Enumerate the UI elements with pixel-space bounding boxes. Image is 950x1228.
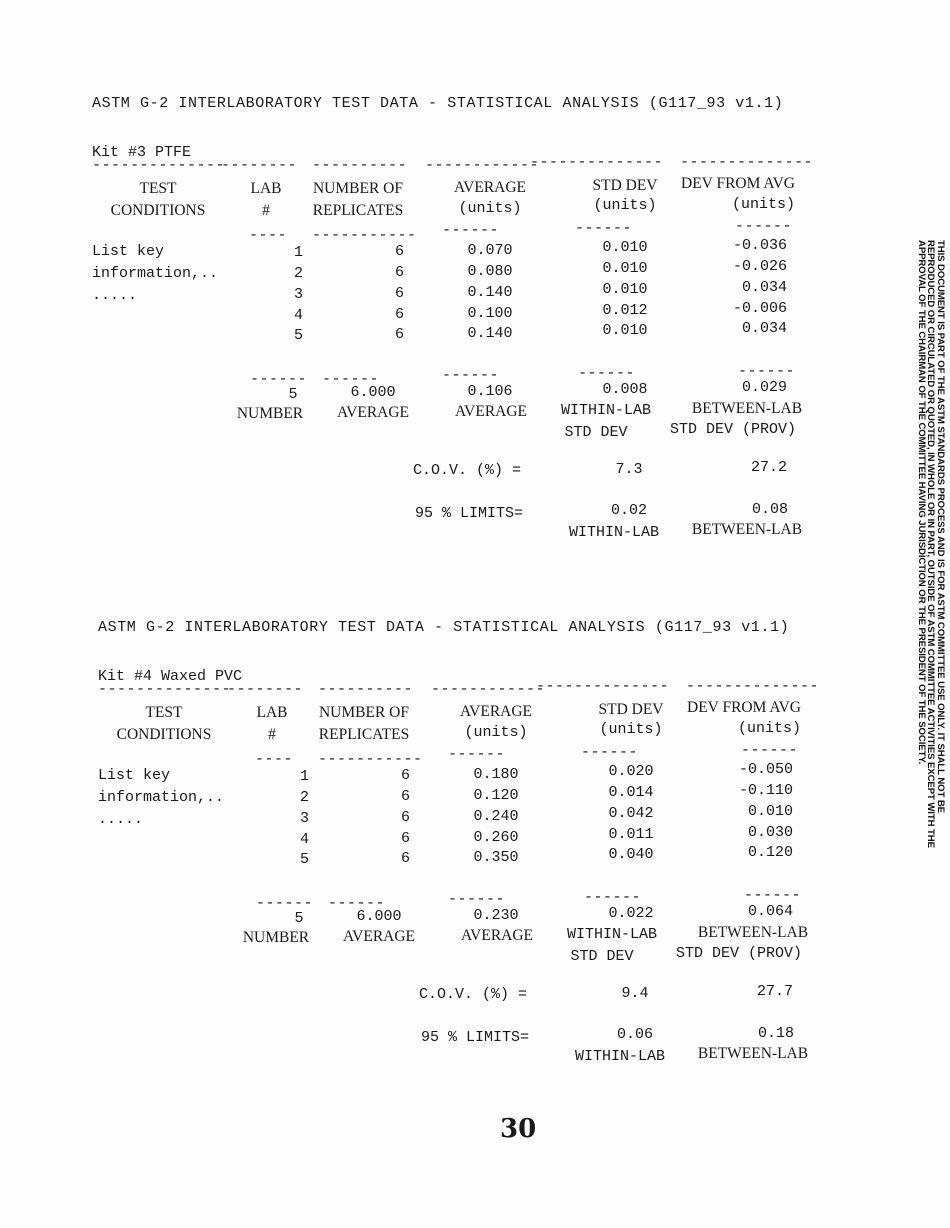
- label-std-dev: STD DEV: [564, 424, 628, 441]
- divider: ------: [442, 222, 500, 239]
- header-replicates: REPLICATES: [312, 202, 404, 219]
- header-lab-hash: #: [268, 726, 276, 743]
- average-value: 0.140: [467, 284, 513, 301]
- header-average: AVERAGE: [453, 179, 527, 196]
- label-between-lab: BETWEEN-LAB: [691, 400, 803, 417]
- summary-average: 0.106: [467, 383, 513, 400]
- label-average: AVERAGE: [342, 928, 416, 945]
- divider: ------: [250, 371, 308, 388]
- label-std-dev-prov: STD DEV (PROV): [669, 421, 797, 438]
- header-conditions: CONDITIONS: [110, 202, 206, 219]
- notice-line: THIS DOCUMENT IS PART OF THE ASTM STANDARDS PROCESS AND IS FOR ASTM COMMITTEE USE ONLY. IT SHALL NOT BE: [935, 240, 946, 813]
- dev-from-avg-value: -0.110: [738, 782, 793, 799]
- cov-between: 27.2: [750, 459, 787, 476]
- average-value: 0.080: [467, 263, 513, 280]
- summary-replicates: 6.000: [356, 908, 402, 925]
- header-test: TEST: [139, 180, 177, 197]
- copyright-notice: [917, 240, 946, 848]
- limits-within: 0.06: [616, 1026, 654, 1043]
- divider: --------------: [92, 157, 226, 174]
- header-average: AVERAGE: [459, 703, 533, 720]
- divider: -----------: [318, 751, 423, 768]
- divider: --------------: [680, 154, 814, 171]
- limits-within: 0.02: [610, 502, 648, 519]
- header-std-dev-units: (units): [599, 721, 663, 738]
- header-dev-from-avg: DEV FROM AVG: [681, 175, 795, 192]
- label-between-lab: BETWEEN-LAB: [697, 924, 809, 941]
- dev-from-avg-value: -0.006: [732, 300, 787, 317]
- divider: --------------: [530, 154, 664, 171]
- cov-label: C.O.V. (%) =: [419, 986, 528, 1003]
- lab-number: 4: [293, 307, 303, 324]
- std-dev-value: 0.012: [602, 302, 648, 319]
- divider: ----------: [312, 157, 408, 174]
- limits-within-label: WITHIN-LAB: [574, 1048, 666, 1065]
- header-dev-units: (units): [737, 720, 801, 737]
- divider: --------------: [536, 678, 670, 695]
- lab-number: 2: [293, 265, 303, 282]
- conditions-text: .....: [92, 287, 138, 304]
- lab-number: 3: [293, 286, 303, 303]
- conditions-text: .....: [98, 811, 144, 828]
- std-dev-value: 0.042: [608, 805, 654, 822]
- dev-from-avg-value: -0.050: [738, 761, 793, 778]
- std-dev-value: 0.020: [608, 763, 654, 780]
- limits-between: 0.18: [757, 1025, 794, 1042]
- dev-from-avg-value: 0.034: [741, 320, 787, 337]
- dev-from-avg-value: -0.026: [732, 258, 787, 275]
- header-lab: LAB: [256, 704, 288, 721]
- kit-label: Kit #3 PTFE: [92, 144, 192, 161]
- average-value: 0.070: [467, 242, 513, 259]
- divider: ------------: [425, 157, 540, 174]
- average-value: 0.350: [473, 849, 519, 866]
- divider: ------: [744, 887, 802, 904]
- label-number: NUMBER: [242, 929, 310, 946]
- page-number: 30: [500, 1114, 537, 1144]
- summary-within-lab: 0.008: [602, 381, 648, 398]
- header-test: TEST: [145, 704, 183, 721]
- divider: -----------: [312, 227, 417, 244]
- divider: ------: [735, 218, 793, 235]
- divider: ------: [575, 220, 633, 237]
- dev-from-avg-value: 0.010: [747, 803, 793, 820]
- divider: --------------: [98, 681, 232, 698]
- average-value: 0.180: [473, 766, 519, 783]
- average-value: 0.120: [473, 787, 519, 804]
- average-value: 0.100: [467, 305, 513, 322]
- divider: ------: [322, 371, 380, 388]
- summary-between-lab: 0.064: [747, 903, 793, 920]
- lab-number: 1: [299, 768, 309, 785]
- header-replicates: REPLICATES: [318, 726, 410, 743]
- notice-line: REPRODUCED OR CIRCULATED OR QUOTED, IN WHOLE OR IN PART, OUTSIDE OF ASTM COMMITTEE ACTIVITIES EXCEPT WITH THE: [925, 240, 937, 848]
- header-number-of: NUMBER OF: [318, 704, 410, 721]
- replicates-value: 6: [394, 243, 404, 260]
- limits-label: 95 % LIMITS=: [415, 505, 524, 522]
- header-dev-units: (units): [731, 196, 795, 213]
- header-std-dev: STD DEV: [592, 177, 658, 194]
- lab-number: 1: [293, 244, 303, 261]
- header-average-units: (units): [458, 200, 522, 217]
- header-number-of: NUMBER OF: [312, 180, 404, 197]
- std-dev-value: 0.010: [602, 281, 648, 298]
- header-conditions: CONDITIONS: [116, 726, 212, 743]
- limits-between-label: BETWEEN-LAB: [697, 1045, 809, 1062]
- conditions-text: information,..: [98, 789, 225, 806]
- limits-label: 95 % LIMITS=: [421, 1029, 530, 1046]
- dev-from-avg-value: 0.120: [747, 844, 793, 861]
- summary-average: 0.230: [473, 907, 519, 924]
- divider: ------: [581, 744, 639, 761]
- header-std-dev-units: (units): [593, 197, 657, 214]
- summary-labs: 5: [294, 910, 304, 927]
- dev-from-avg-value: 0.030: [747, 824, 793, 841]
- label-within-lab: WITHIN-LAB: [560, 402, 652, 419]
- section-title: ASTM G-2 INTERLABORATORY TEST DATA - STATISTICAL ANALYSIS (G117_93 v1.1): [92, 95, 784, 112]
- divider: ------: [448, 746, 506, 763]
- std-dev-value: 0.010: [602, 322, 648, 339]
- lab-number: 3: [299, 810, 309, 827]
- label-average: AVERAGE: [454, 403, 528, 420]
- divider: ------: [584, 889, 642, 906]
- dev-from-avg-value: -0.036: [732, 237, 787, 254]
- divider: ------: [448, 891, 506, 908]
- replicates-value: 6: [400, 850, 410, 867]
- limits-between: 0.08: [751, 501, 788, 518]
- replicates-value: 6: [394, 285, 404, 302]
- divider: ----: [255, 751, 294, 768]
- replicates-value: 6: [394, 306, 404, 323]
- limits-within-label: WITHIN-LAB: [568, 524, 660, 541]
- replicates-value: 6: [400, 809, 410, 826]
- label-average: AVERAGE: [336, 404, 410, 421]
- replicates-value: 6: [400, 830, 410, 847]
- replicates-value: 6: [394, 326, 404, 343]
- header-average-units: (units): [464, 724, 528, 741]
- conditions-text: List key: [92, 243, 165, 260]
- average-value: 0.240: [473, 808, 519, 825]
- conditions-text: information,..: [92, 265, 219, 282]
- notice-line: APPROVAL OF THE CHAIRMAN OF THE COMMITTEE HAVING JURISDICTION OR THE PRESIDENT OF THE SOCIETY.: [916, 240, 927, 765]
- label-std-dev-prov: STD DEV (PROV): [675, 945, 803, 962]
- divider: ------: [741, 742, 799, 759]
- summary-between-lab: 0.029: [741, 379, 787, 396]
- label-average: AVERAGE: [460, 927, 534, 944]
- replicates-value: 6: [394, 264, 404, 281]
- divider: --------: [221, 157, 298, 174]
- divider: ----------: [318, 681, 414, 698]
- label-std-dev: STD DEV: [570, 948, 634, 965]
- header-std-dev: STD DEV: [598, 701, 664, 718]
- header-lab-hash: #: [262, 202, 270, 219]
- divider: ------: [578, 365, 636, 382]
- cov-label: C.O.V. (%) =: [413, 462, 522, 479]
- summary-replicates: 6.000: [350, 384, 396, 401]
- replicates-value: 6: [400, 767, 410, 784]
- lab-number: 5: [299, 851, 309, 868]
- std-dev-value: 0.010: [602, 260, 648, 277]
- divider: --------------: [686, 678, 820, 695]
- divider: ------: [328, 895, 386, 912]
- lab-number: 2: [299, 789, 309, 806]
- std-dev-value: 0.010: [602, 239, 648, 256]
- divider: ----: [249, 227, 288, 244]
- dev-from-avg-value: 0.034: [741, 279, 787, 296]
- divider: ------: [442, 367, 500, 384]
- cov-within: 7.3: [615, 461, 643, 478]
- label-number: NUMBER: [236, 405, 304, 422]
- std-dev-value: 0.011: [608, 826, 654, 843]
- divider: ------------: [431, 681, 546, 698]
- divider: ------: [256, 895, 314, 912]
- conditions-text: List key: [98, 767, 171, 784]
- limits-between-label: BETWEEN-LAB: [691, 521, 803, 538]
- replicates-value: 6: [400, 788, 410, 805]
- summary-labs: 5: [288, 386, 298, 403]
- header-dev-from-avg: DEV FROM AVG: [687, 699, 801, 716]
- label-within-lab: WITHIN-LAB: [566, 926, 658, 943]
- cov-between: 27.7: [756, 983, 793, 1000]
- std-dev-value: 0.014: [608, 784, 654, 801]
- average-value: 0.140: [467, 325, 513, 342]
- header-lab: LAB: [250, 180, 282, 197]
- std-dev-value: 0.040: [608, 846, 654, 863]
- lab-number: 4: [299, 831, 309, 848]
- lab-number: 5: [293, 327, 303, 344]
- cov-within: 9.4: [621, 985, 649, 1002]
- divider: ------: [738, 363, 796, 380]
- summary-within-lab: 0.022: [608, 905, 654, 922]
- section-title: ASTM G-2 INTERLABORATORY TEST DATA - STATISTICAL ANALYSIS (G117_93 v1.1): [98, 619, 790, 636]
- average-value: 0.260: [473, 829, 519, 846]
- kit-label: Kit #4 Waxed PVC: [98, 668, 243, 685]
- divider: --------: [227, 681, 304, 698]
